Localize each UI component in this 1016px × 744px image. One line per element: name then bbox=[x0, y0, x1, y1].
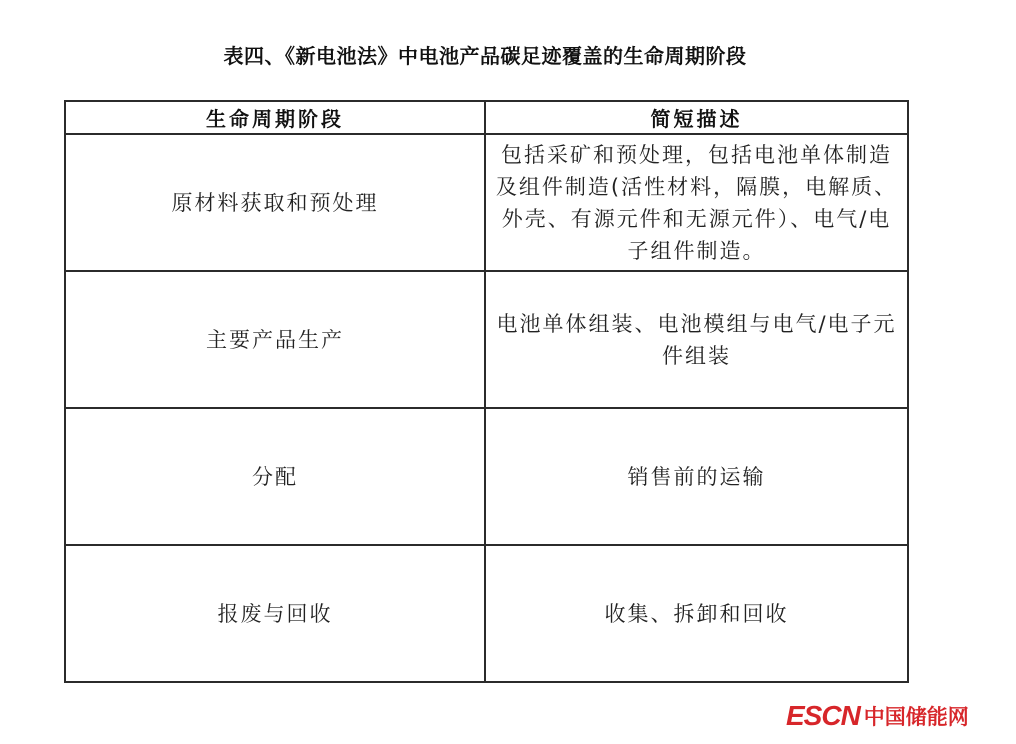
stage-cell: 分配 bbox=[65, 408, 485, 545]
stage-cell: 主要产品生产 bbox=[65, 271, 485, 408]
column-header-description: 简短描述 bbox=[485, 101, 908, 134]
page-title: 表四、《新电池法》中电池产品碳足迹覆盖的生命周期阶段 bbox=[223, 44, 747, 68]
lifecycle-table bbox=[64, 100, 909, 683]
table-header-row bbox=[65, 101, 908, 134]
table-row bbox=[65, 134, 908, 271]
description-cell: 收集、拆卸和回收 bbox=[485, 545, 908, 682]
column-header-stage: 生命周期阶段 bbox=[65, 101, 485, 134]
table-row bbox=[65, 545, 908, 682]
table-row bbox=[65, 408, 908, 545]
logo-chinese-text: 中国储能网 bbox=[863, 705, 969, 729]
table-row bbox=[65, 271, 908, 408]
description-cell: 销售前的运输 bbox=[485, 408, 908, 545]
description-cell: 电池单体组装、电池模组与电气/电子元件组装 bbox=[485, 271, 908, 408]
escn-logo bbox=[786, 696, 969, 736]
description-cell: 包括采矿和预处理，包括电池单体制造及组件制造(活性材料，隔膜，电解质、外壳、有源元件和无源元件）、电气/电子组件制造。 bbox=[485, 134, 908, 271]
logo-latin-text: ESCN bbox=[786, 700, 860, 731]
stage-cell: 原材料获取和预处理 bbox=[65, 134, 485, 271]
stage-cell: 报废与回收 bbox=[65, 545, 485, 682]
